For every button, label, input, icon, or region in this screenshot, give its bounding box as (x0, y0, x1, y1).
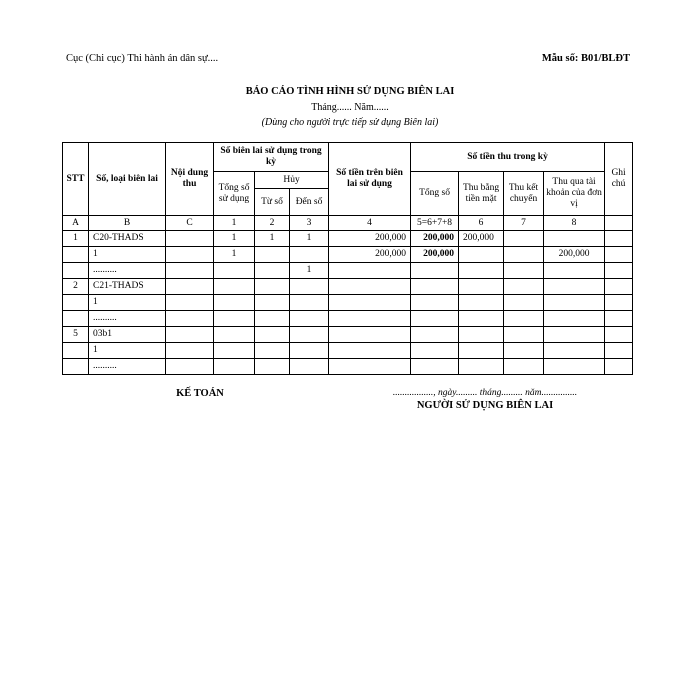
agency-name: Cục (Chi cục) Thi hành án dân sự.... (66, 53, 219, 64)
cash-cell (459, 327, 504, 343)
notes-cell (605, 231, 633, 247)
header-total: Tổng số (411, 172, 459, 216)
header-stt: STT (63, 143, 89, 216)
table-row (63, 247, 633, 263)
signature-date-line: ................., ngày......... tháng......... năm............... (392, 388, 578, 398)
cash-cell (459, 295, 504, 311)
total-used-cell (214, 327, 255, 343)
content-cell (166, 327, 214, 343)
receipt-usage-table (62, 142, 633, 375)
account-cell (544, 311, 605, 327)
total-used-cell (214, 343, 255, 359)
stt-cell (63, 263, 89, 279)
from-no-cell (255, 343, 290, 359)
total-cell: 200,000 (411, 247, 459, 263)
table-row (63, 279, 633, 295)
receipt-type-cell: 1 (89, 343, 166, 359)
amount-cell (329, 327, 411, 343)
amount-cell: 200,000 (329, 231, 411, 247)
transfer-cell (504, 247, 544, 263)
transfer-cell (504, 279, 544, 295)
transfer-cell (504, 359, 544, 375)
total-used-cell: 1 (214, 247, 255, 263)
cash-cell (459, 359, 504, 375)
total-used-cell (214, 311, 255, 327)
report-period: Tháng...... Năm...... (311, 102, 389, 113)
total-used-cell (214, 359, 255, 375)
code-cell (605, 216, 633, 231)
account-cell (544, 359, 605, 375)
from-no-cell: 1 (255, 231, 290, 247)
from-no-cell (255, 263, 290, 279)
header-content: Nội dung thu (166, 143, 214, 216)
table-row (63, 263, 633, 279)
receipt-type-cell: .......... (89, 359, 166, 375)
cash-cell (459, 343, 504, 359)
to-no-cell (290, 247, 329, 263)
amount-cell (329, 279, 411, 295)
transfer-cell (504, 295, 544, 311)
content-cell (166, 311, 214, 327)
to-no-cell (290, 327, 329, 343)
receipt-type-cell: C21-THADS (89, 279, 166, 295)
to-no-cell (290, 359, 329, 375)
total-cell: 200,000 (411, 231, 459, 247)
content-cell (166, 359, 214, 375)
account-cell: 200,000 (544, 247, 605, 263)
header-amount-on-receipt: Số tiền trên biên lai sử dụng (329, 143, 411, 216)
header-used-group: Số biên lai sử dụng trong kỳ (214, 143, 329, 172)
total-used-cell (214, 263, 255, 279)
content-cell (166, 279, 214, 295)
column-codes-row (63, 216, 633, 231)
notes-cell (605, 247, 633, 263)
amount-cell: 200,000 (329, 247, 411, 263)
amount-cell (329, 359, 411, 375)
content-cell (166, 247, 214, 263)
cash-cell (459, 311, 504, 327)
table-row (63, 359, 633, 375)
notes-cell (605, 359, 633, 375)
total-cell (411, 343, 459, 359)
transfer-cell (504, 343, 544, 359)
code-cell: 8 (544, 216, 605, 231)
stt-cell (63, 295, 89, 311)
total-cell (411, 359, 459, 375)
total-cell (411, 263, 459, 279)
receipt-user-signature-label: NGƯỜI SỬ DỤNG BIÊN LAI (416, 400, 554, 411)
code-cell: 1 (214, 216, 255, 231)
stt-cell (63, 311, 89, 327)
receipt-type-cell: 03b1 (89, 327, 166, 343)
amount-cell (329, 295, 411, 311)
total-used-cell: 1 (214, 231, 255, 247)
to-no-cell: 1 (290, 263, 329, 279)
total-cell (411, 295, 459, 311)
receipt-type-cell: 1 (89, 247, 166, 263)
code-cell: 6 (459, 216, 504, 231)
notes-cell (605, 279, 633, 295)
to-no-cell: 1 (290, 231, 329, 247)
header-transfer: Thu kết chuyển (504, 172, 544, 216)
header-to-no: Đến số (290, 189, 329, 216)
header-account: Thu qua tài khoản của đơn vị (544, 172, 605, 216)
content-cell (166, 295, 214, 311)
to-no-cell (290, 279, 329, 295)
accountant-signature-label: KẾ TOÁN (176, 388, 224, 399)
content-cell (166, 263, 214, 279)
notes-cell (605, 263, 633, 279)
transfer-cell (504, 311, 544, 327)
to-no-cell (290, 343, 329, 359)
transfer-cell (504, 327, 544, 343)
receipt-type-cell: .......... (89, 311, 166, 327)
cash-cell (459, 247, 504, 263)
form-number: Mẫu số: B01/BLĐT (541, 53, 630, 64)
account-cell (544, 263, 605, 279)
notes-cell (605, 327, 633, 343)
table-row (63, 311, 633, 327)
header-from-no: Từ số (255, 189, 290, 216)
total-cell (411, 279, 459, 295)
code-cell: 3 (290, 216, 329, 231)
amount-cell (329, 311, 411, 327)
table-row (63, 327, 633, 343)
header-cash: Thu bằng tiền mặt (459, 172, 504, 216)
account-cell (544, 343, 605, 359)
from-no-cell (255, 247, 290, 263)
from-no-cell (255, 359, 290, 375)
receipt-type-cell: C20-THADS (89, 231, 166, 247)
total-cell (411, 327, 459, 343)
notes-cell (605, 295, 633, 311)
code-cell: 5=6+7+8 (411, 216, 459, 231)
cash-cell (459, 279, 504, 295)
cash-cell: 200,000 (459, 231, 504, 247)
notes-cell (605, 343, 633, 359)
from-no-cell (255, 295, 290, 311)
total-cell (411, 311, 459, 327)
table-row (63, 295, 633, 311)
table-row (63, 343, 633, 359)
amount-cell (329, 343, 411, 359)
stt-cell (63, 359, 89, 375)
total-used-cell (214, 279, 255, 295)
cash-cell (459, 263, 504, 279)
header-total-used: Tổng số sử dụng (214, 172, 255, 216)
code-cell: A (63, 216, 89, 231)
code-cell: 4 (329, 216, 411, 231)
table-row (63, 231, 633, 247)
account-cell (544, 327, 605, 343)
stt-cell: 1 (63, 231, 89, 247)
amount-cell (329, 263, 411, 279)
code-cell: 7 (504, 216, 544, 231)
report-title: BÁO CÁO TÌNH HÌNH SỬ DỤNG BIÊN LAI (245, 86, 455, 97)
header-notes: Ghi chú (605, 143, 633, 216)
receipt-type-cell: 1 (89, 295, 166, 311)
account-cell (544, 231, 605, 247)
transfer-cell (504, 231, 544, 247)
from-no-cell (255, 311, 290, 327)
stt-cell (63, 343, 89, 359)
header-cancel-group: Hủy (255, 172, 329, 189)
receipt-type-cell: .......... (89, 263, 166, 279)
header-collected-group: Số tiền thu trong kỳ (411, 143, 605, 172)
stt-cell: 5 (63, 327, 89, 343)
code-cell: B (89, 216, 166, 231)
total-used-cell (214, 295, 255, 311)
stt-cell: 2 (63, 279, 89, 295)
content-cell (166, 343, 214, 359)
from-no-cell (255, 327, 290, 343)
account-cell (544, 279, 605, 295)
to-no-cell (290, 295, 329, 311)
notes-cell (605, 311, 633, 327)
content-cell (166, 231, 214, 247)
report-note: (Dùng cho người trực tiếp sử dụng Biên lai) (261, 117, 439, 128)
code-cell: 2 (255, 216, 290, 231)
account-cell (544, 295, 605, 311)
from-no-cell (255, 279, 290, 295)
to-no-cell (290, 311, 329, 327)
transfer-cell (504, 263, 544, 279)
stt-cell (63, 247, 89, 263)
code-cell: C (166, 216, 214, 231)
header-receipt-type: Số, loại biên lai (89, 143, 166, 216)
